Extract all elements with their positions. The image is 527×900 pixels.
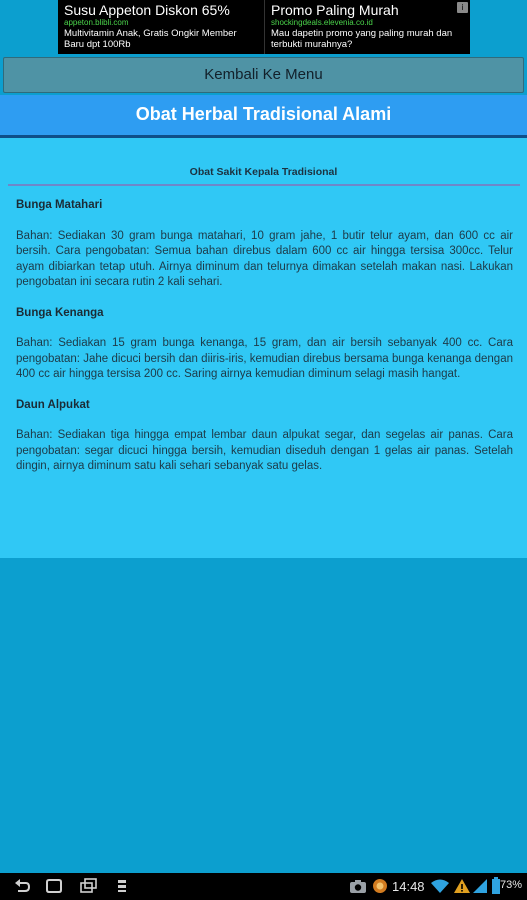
- battery-percent: 73%: [500, 879, 523, 891]
- clock: 14:48: [392, 879, 425, 894]
- warning-icon: [452, 877, 472, 895]
- divider: [8, 184, 520, 186]
- herb-text-daun-alpukat: Bahan: Sediakan tiga hingga empat lembar daun alpukat segar, dan segelas air panas. Cara pengobatan: segar dicuci hingga bersih, kemudian diseduh dengan 1 gelas air panas. Setelah dingin, airnya diminum satu kali sehari sebanyak satu gelas.: [16, 429, 513, 472]
- screenshot-icon: [348, 877, 368, 895]
- ad-info-icon[interactable]: i: [457, 2, 468, 13]
- recent-apps-icon[interactable]: [78, 877, 98, 895]
- system-navigation-bar: [0, 873, 527, 900]
- herb-text-bunga-matahari: Bahan: Sediakan 30 gram bunga matahari, 10 gram jahe, 1 butir telur ayam, dan 600 cc air bersih. Cara pengobatan: Semua bahan direbus dalam 600 cc air hingga tersisa 300cc. Telur ayam dibiarkan tetap utuh. Airnya diminum dan telurnya dimakan setelah makan nasi. Lakukan pengobatan ini secara rutin 2 kali sehari.: [16, 229, 513, 288]
- content-panel: [0, 138, 527, 558]
- wifi-icon: [430, 877, 450, 895]
- ad-url[interactable]: appeton.blibli.com: [64, 18, 129, 27]
- ad-left[interactable]: [58, 0, 264, 54]
- app-notification-icon: [370, 877, 390, 895]
- menu-icon[interactable]: [112, 877, 132, 895]
- ad-banner[interactable]: [58, 0, 470, 54]
- app-title: Obat Herbal Tradisional Alami: [0, 95, 527, 138]
- herb-heading-daun-alpukat: Daun Alpukat: [16, 398, 90, 411]
- ad-title[interactable]: Promo Paling Murah: [271, 2, 399, 18]
- back-to-menu-button[interactable]: Kembali Ke Menu: [3, 57, 524, 93]
- ad-title[interactable]: Susu Appeton Diskon 65%: [64, 2, 230, 18]
- back-icon[interactable]: [12, 877, 32, 895]
- section-title: Obat Sakit Kepala Tradisional: [189, 166, 338, 178]
- article-body: [16, 198, 513, 490]
- herb-heading-bunga-kenanga: Bunga Kenanga: [16, 306, 104, 319]
- herb-text-bunga-kenanga: Bahan: Sediakan 15 gram bunga kenanga, 15 gram, dan air bersih sebanyak 400 cc. Cara pengobatan: Jahe dicuci bersih dan diiris-iris, kemudian direbus bersama bunga kenanga dengan 400 cc air hingga tersisa 200 cc. Saring airnya kemudian diminum selagi masih hangat.: [16, 337, 513, 380]
- ad-right[interactable]: [264, 0, 470, 54]
- ad-url[interactable]: shockingdeals.elevenia.co.id: [271, 18, 373, 27]
- herb-heading-bunga-matahari: Bunga Matahari: [16, 199, 103, 211]
- ad-description[interactable]: Multivitamin Anak, Gratis Ongkir Member Baru dpt 100Rb: [64, 28, 237, 50]
- home-icon[interactable]: [44, 877, 64, 895]
- ad-description[interactable]: Mau dapetin promo yang paling murah dan terbukti murahnya?: [271, 28, 453, 50]
